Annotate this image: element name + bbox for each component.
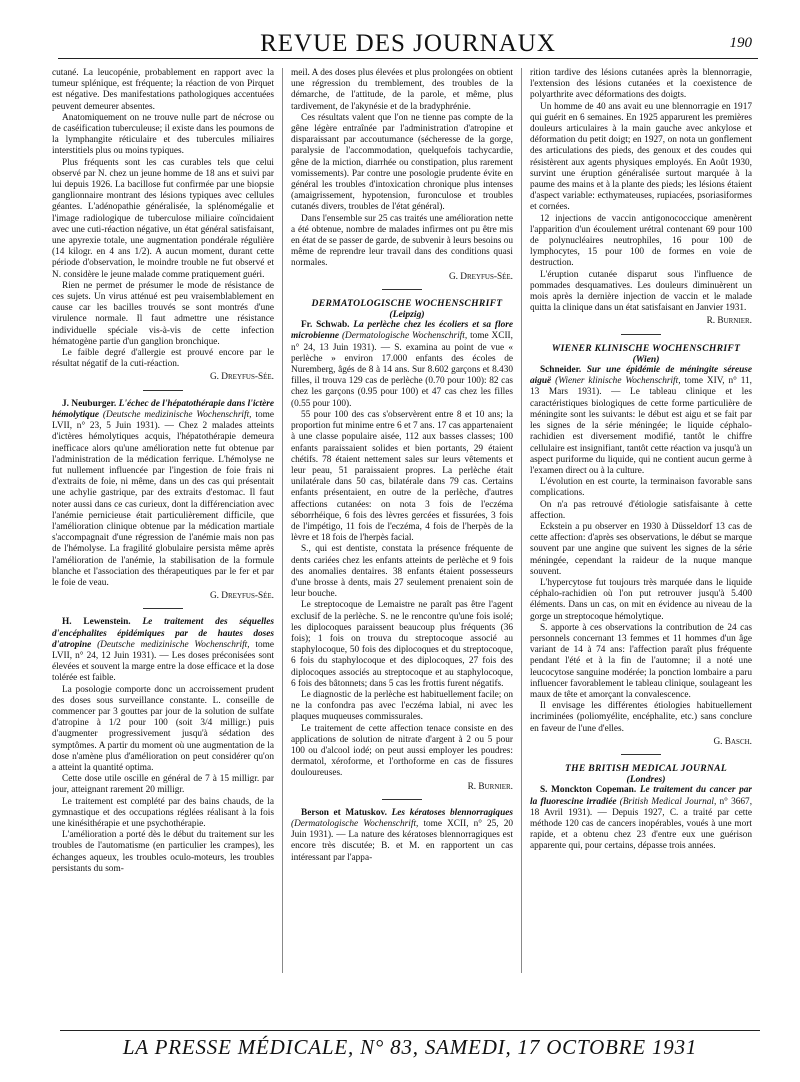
article-heading	[52, 617, 274, 684]
article-author: S. Monckton Copeman.	[540, 785, 637, 796]
article-heading	[291, 320, 513, 410]
article-source: (British Medical Journal,	[619, 796, 717, 807]
separator	[621, 334, 661, 335]
article-author: Fr. Schwab.	[301, 320, 350, 331]
paragraph: L'hypercytose fut toujours très marquée dans le liquide céphalo-rachidien où l'on put retrouver jusqu'à 5.400 éléments. Dans un cas, on mit en évidence au niveau de la gorge un streptocoque hémolytique.	[530, 577, 752, 622]
separator	[621, 754, 661, 755]
article-title: Le traitement des séquelles d'encéphalites épidémiques par de hautes doses d'atropine	[52, 617, 274, 650]
column-2	[291, 68, 513, 973]
paragraph: Le streptocoque de Lemaistre ne paraît pas être l'agent exclusif de la perlèche. S. ne le rencontre qu'une fois isolé; les diplocoques paraissent beaucoup plus fréquents (36 fois); 1 fois on trouva du streptocoque associé au staphylocoque, 50 fois des diplocoques et du streptocoque, 6 fois du staphylocoque et des diplocoques, 27 fois des diplocoques associés au streptocoque et au staphylocoque, 6 fois des bâtonnets; dans 5 cas les frottis furent négatifs.	[291, 600, 513, 689]
article-title: Sur une épidémie de méningite séreuse aiguë	[530, 365, 752, 387]
article-reference: n° 3667, 18 Avril 1931).	[530, 796, 752, 818]
paragraph: rition tardive des lésions cutanées après la blennorragie, l'extension des lésions cutanées et la coexistence de polyarthrite avec déformations des doigts.	[530, 68, 752, 101]
paragraph: Le traitement est complété par des bains chauds, de la gymnastique et des occupations réglées réalisant à la fois une kinésithérapie et une psychothérapie.	[52, 796, 274, 829]
article-heading	[530, 785, 752, 852]
author-signature: G. Basch.	[713, 736, 752, 747]
separator	[143, 390, 183, 391]
column-1	[52, 68, 274, 973]
author-signature: R. Burnier.	[467, 781, 513, 792]
article-reference: tome LVII, n° 23, 5 Juin 1931).	[52, 409, 274, 432]
paragraph: — Chez 2 malades atteints d'ictères hémolytiques acquis, l'hépatothérapie demeura inefficace alors qu'une amélioration nette fut obtenue par l'administration de la médication ferrique. L'hémolyse ne fut nullement influencée par l'ingestion de foie frais ni d'extraits de foie, ni même, dans un des cas qui présentait une achylie gastrique, par des extraits d'estomac. Il faut noter aussi dans ce cas curieux, dont la différenciation avec l'anémie pernicieuse était particulièrement difficile, que l'amélioration clinique obtenue par la médication martiale s'accompagnait d'une régression de l'anémie mais non pas de l'hémolyse. La fragilité globulaire persista même après l'amélioration de l'anémie, la stabilisation de la formule blanche et l'association des thérapeutiques par le fer et par le foie de veau.	[52, 421, 274, 588]
column-3	[530, 68, 752, 973]
article-title: Les kératoses blennorragiques	[391, 807, 513, 818]
article-title: La perlèche chez les écoliers et sa flore microbienne	[291, 320, 513, 342]
page-number: 190	[729, 35, 752, 51]
article-reference: tome LVII, n° 24, 12 Juin 1931).	[52, 639, 274, 661]
separator	[143, 608, 183, 609]
journal-title: REVUE DES JOURNAUX	[260, 30, 556, 57]
paragraph: La posologie comporte donc un accroissement prudent des doses sous surveillance constante. L. conseille de commencer par 3 gouttes par jour de la solution de sulfate d'atropine à 1/2 pour 100 (soit 3/4 milligr.) puis d'augmenter progressivement jusqu'à sédation des symptômes. A partir du moment où une augmentation de la dose n'amène plus d'amélioration on peut considérer qu'on a atteint la quantité optima.	[52, 684, 274, 773]
article-heading	[530, 365, 752, 477]
article-source: (Wiener klinische Wochenschrift,	[555, 376, 681, 387]
article-reference: tome XIV, n° 11, 13 Mars 1931).	[530, 376, 752, 398]
paragraph: — Le tableau clinique et les caractéristiques biologiques de cette forme particulière de méningite sont les suivants: le début est aigu et se fait par les signes de la série méningée; le liquide céphalo-rachidien est diversement modifié, tantôt le chiffre cellulaire est insignifiant, tantôt cette réaction va jusqu'à un aspect puriforme du liquide, qui ne contient aucun germe à l'examen direct ou à la culture.	[530, 387, 752, 476]
journal-section-title: THE BRITISH MEDICAL JOURNAL	[564, 762, 728, 774]
separator	[382, 289, 422, 290]
paragraph: cutané. La leucopénie, probablement en rapport avec la tumeur splénique, est fréquente; la réaction de von Pirquet est négative. Des manifestations pathologiques accentuées peuvent demeurer absentes.	[52, 68, 274, 112]
paragraph: S. apporte à ces observations la contribution de 24 cas personnels concernant 13 femmes et 11 hommes d'un âge variant de 14 à 74 ans: l'affection paraît plus fréquente pendant l'été et à la fin de l'automne; il a noté une leucocytose sanguine modérée; la ponction lombaire a paru influencer favorablement le tableau clinique, soulageant les maux de tête et amorçant la convalescence.	[530, 622, 752, 700]
journal-section-city: (Londres)	[626, 774, 666, 786]
article-source: (Deutsche medizinische Wochenschrift,	[97, 639, 250, 650]
author-signature: G. Dreyfus-Sée.	[209, 591, 274, 602]
article-author: J. Neuburger.	[62, 398, 117, 409]
article-heading	[291, 808, 513, 864]
paragraph: Il envisage les différentes étiologies habituellement incriminées (poliomyélite, encéphalite, etc.) sans conclure en faveur de l'une d'elles.	[530, 701, 752, 734]
article-columns	[52, 68, 752, 973]
paragraph: Anatomiquement on ne trouve nulle part de nécrose ou de caséification tuberculeuse; il existe dans les poumons de la lymphangite réticulaire et des tubercules miliaires interstitiels plus ou moins typiques.	[52, 112, 274, 157]
article-reference: tome XCII, n° 24, 13 Juin 1931).	[291, 331, 513, 353]
author-signature: G. Dreyfus-Sée.	[448, 271, 513, 282]
journal-section-title: WIENER KLINISCHE WOCHENSCHRIFT	[551, 342, 741, 354]
column-divider	[282, 68, 283, 973]
paragraph: — S. examina au point de vue « perlèche » environ 17.000 enfants des écoles de Nuremberg, âgés de 8 à 14 ans. Sur 8.602 garçons et 8.430 filles, il trouva 129 cas de perlèche (0.70 pour 100): 82 cas chez les garçons (0.95 pour 100) et 47 cas chez les filles (0.55 pour 100).	[291, 342, 513, 409]
paragraph: Rien ne permet de présumer le mode de résistance de ces sujets. Un virus atténué est peu vraisemblablement en cause car les bacilles trouvés se sont montrés d'une virulence normale. Il faut admettre une résistance individuelle spéciale vis-à-vis de cette infection hématogène partie d'un ganglion bronchique.	[52, 280, 274, 347]
paragraph: Cette dose utile oscille en général de 7 à 15 milligr. par jour, atteignant rarement 20 milligr.	[52, 774, 274, 796]
paragraph: 55 pour 100 des cas s'observèrent entre 8 et 10 ans; la proportion fut minime entre 6 et 7 ans. 17 cas appartenaient à une classe populaire aisée, 112 aux basses classes; 100 enfants paraissaient solides et bien portants, 29 étaient chétifs. 78 étaient nettement sales sur leurs vêtements et leur peau, 51 paraissaient propres. La perlèche était unilatérale dans 50 cas, bilatérale dans 79 cas. Certains enfants présentaient, en outre de la perlèche, d'autres affections cutanées: on nota 3 fois de l'eczéma séborrhéique, 6 fois des lèvres gercées et fissurées, 3 fois de l'impétigo, 11 fois de l'eczéma, 4 fois de l'herpès de la lèvre et 18 fois de l'herpès facial.	[291, 409, 513, 544]
paragraph: meil. A des doses plus élevées et plus prolongées on obtient une régression du tremblement, des troubles de la démarche, de l'attitude, de la parole, et même, plus tardivement, de l'akynésie et de la bradyphrénie.	[291, 68, 513, 112]
article-author: H. Lewenstein.	[62, 617, 131, 628]
journal-section-city: (Leipzig)	[389, 309, 425, 321]
article-source: (Dermatologische Wochenschrift,	[291, 819, 419, 829]
paragraph: On n'a pas retrouvé d'étiologie satisfaisante à cette affection.	[530, 499, 752, 521]
paragraph: — La nature des kératoses blennorragiques est encore très discutée; B. et M. en rapportent un cas intéressant par l'appa-	[291, 830, 513, 863]
article-author: Schneider.	[540, 365, 582, 376]
paragraph: L'évolution en est courte, la terminaison favorable sans complications.	[530, 477, 752, 499]
journal-section-title: DERMATOLOGISCHE WOCHENSCHRIFT	[311, 297, 503, 309]
paragraph: L'éruption cutanée disparut sous l'influence de pommades desquamatives. Les douleurs diminuèrent un mois après la dernière injection de vaccin et le malade quitta la clinique dans un état satisfaisant en Janvier 1931.	[530, 269, 752, 314]
article-reference: tome XCII, n° 25, 20 Juin 1931).	[291, 819, 513, 841]
column-divider	[521, 68, 522, 973]
paragraph: Le faible degré d'allergie est prouvé encore par le résultat négatif de la cuti-réaction.	[52, 348, 274, 370]
paragraph: Eckstein a pu observer en 1930 à Düsseldorf 13 cas de cette affection: d'après ses observations, le début se marque souvent par une angine que suivent les signes de la série méningée, cependant la raideur de la nuque manque souvent.	[530, 521, 752, 577]
article-heading	[52, 399, 274, 589]
separator	[382, 799, 422, 800]
article-source: (Dermatologische Wochenschrift,	[341, 331, 468, 342]
paragraph: Dans l'ensemble sur 25 cas traités une amélioration nette a été obtenue, nombre de malades infirmes ont pu être mis en état de se passer de garde, de subvenir à leurs besoins ou même de reprendre leur travail dans des conditions quasi normales.	[291, 213, 513, 269]
article-title: L'échec de l'hépatothérapie dans l'ictère hémolytique	[52, 398, 274, 420]
paragraph: Ces résultats valent que l'on ne tienne pas compte de la gêne légère entraînée par l'administration d'atropine et disparaissant par accoutumance (sécheresse de la gorge, paralysie de l'accommodation, quelquefois tachycardie, gêne de la miction, diarrhée ou constipation, plus rarement vomissements). Par contre une posologie prudente évite en général les troubles d'intoxication chronique plus intenses (amaigrissement, hypotension, furonculose et troubles cutanés divers, troubles de l'état général).	[291, 112, 513, 213]
paragraph: Le diagnostic de la perlèche est habituellement facile; on ne la confondra pas avec l'eczéma labial, ni avec les plaques muqueuses commissurales.	[291, 689, 513, 723]
article-title: Le traitement du cancer par la fluorescine irradiée	[530, 785, 752, 807]
paragraph: Un homme de 40 ans avait eu une blennorragie en 1917 qui guérit en 6 semaines. En 1925 apparurent les premières douleurs articulaires à la main gauche avec ankylose et déformation du petit doigt; en 1927, on nota un gonflement des articulations des pieds, des genoux et des coudes qui résistèrent aux agents physiques employés. En Août 1930, survint une éruption généralisée surtout marquée à la paume des mains et à la plante des pieds; les lésions étaient d'aspect variable: ecthymateuses, rupiacées, psoriasiformes et cornées.	[530, 101, 752, 213]
journal-section-city: (Wien)	[632, 353, 660, 365]
paragraph: S., qui est dentiste, constata la présence fréquente de dents cariées chez les enfants atteints de perlèche et 9 fois des anomalies dentaires. 38 enfants étaient possesseurs d'une brosse à dents, mais 27 seulement prenaient soin de leur bouche.	[291, 544, 513, 600]
paragraph: — Depuis 1927, C. a traité par cette méthode 120 cas de cancers inopérables, voués à une mort rapide, et a obtenu chez 23 d'entre eux une guérison apparente qui, pour certains, dépasse trois années.	[530, 807, 752, 852]
paragraph: — Les doses préconisées sont élevées et souvent la marge entre la dose efficace et la dose tolérée est faible.	[52, 650, 274, 684]
article-author: Berson et Matuskov.	[301, 807, 387, 818]
paragraph: Plus fréquents sont les cas curables tels que celui observé par N. chez un jeune homme de 18 ans et suivi par lui depuis 1926. La bacillose fut confirmée par une biopsie ganglionnaire montrant des lésions typiques avec cellules géantes. L'adénopathie généralisée, la splénomégalie et l'image radiologique de tuberculose miliaire coïncidaient avec une cuti-réaction négative, un état général satisfaisant, une apyrexie totale, une augmentation pondérale régulière (14 kilogr. en 4 ans 1/2). A aucun moment, durant cette période d'observation, le moindre trouble ne fut observé et N. considère le jeune malade comme pratiquement guéri.	[52, 157, 274, 280]
paragraph: L'amélioration a porté dès le début du traitement sur les troubles de l'automatisme (en particulier les crampes), les échanges aqueux, les troubles oculo-moteurs, les troubles persistants du som-	[52, 830, 274, 874]
article-source: (Deutsche medizinische Wochenschrift,	[102, 409, 252, 420]
page-footer: LA PRESSE MÉDICALE, N° 83, SAMEDI, 17 OCTOBRE 1931	[60, 1030, 760, 1060]
paragraph: Le traitement de cette affection tenace consiste en des applications de solution de nitrate d'argent à 2 ou 5 pour 100 ou d'alcool iodé; on peut aussi employer les poudres: dermatol, xéroforme, et l'orthoforme en cas de fissures douloureuses.	[291, 723, 513, 779]
page-header	[58, 28, 758, 59]
paragraph: 12 injections de vaccin antigonococcique amenèrent l'apparition d'un écoulement urétral contenant 69 pour 100 de polynucléaires neutrophiles, 16 pour 100 de lymphocytes, 15 pour 100 de formes en voie de destruction.	[530, 213, 752, 269]
author-signature: G. Dreyfus-Sée.	[209, 372, 274, 383]
author-signature: R. Burnier.	[706, 316, 752, 327]
